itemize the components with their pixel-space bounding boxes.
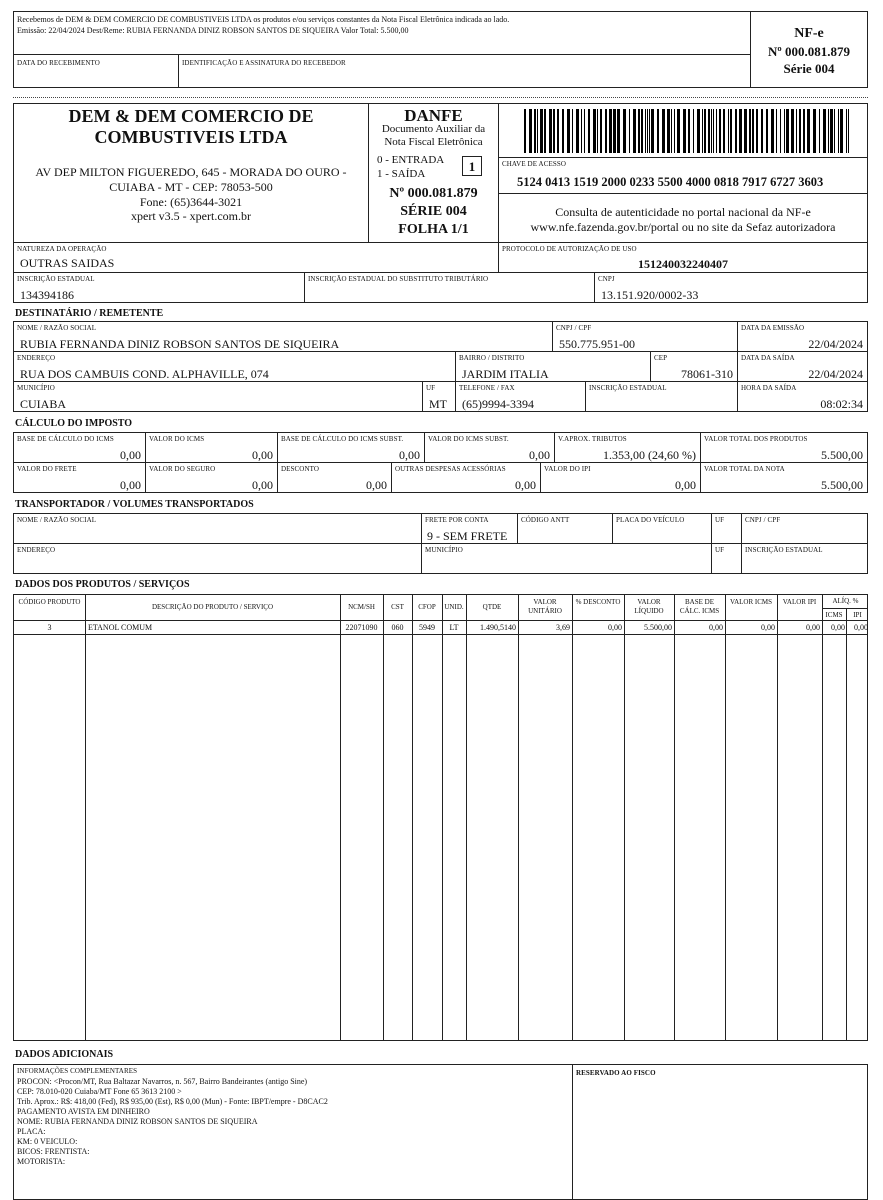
carrier-name-label: NOME / RAZÃO SOCIAL bbox=[17, 516, 97, 524]
nature-label: NATUREZA DA OPERAÇÃO bbox=[17, 245, 107, 253]
barcode-image bbox=[524, 109, 849, 153]
barcode-bar bbox=[771, 109, 774, 153]
danfe-title: DANFE bbox=[404, 106, 463, 125]
exit-time-box bbox=[737, 381, 868, 412]
complementary-info-label: INFORMAÇÕES COMPLEMENTARES bbox=[17, 1067, 138, 1075]
col-sep bbox=[412, 595, 413, 1040]
tax-products-total-label: VALOR TOTAL DOS PRODUTOS bbox=[704, 435, 808, 443]
barcode-bar bbox=[649, 109, 650, 153]
complementary-line: BICOS: FRENTISTA: bbox=[17, 1147, 90, 1156]
tax-base-icms-st-label: BASE DE CÁLCULO DO ICMS SUBST. bbox=[281, 435, 404, 443]
recipient-city-value: CUIABA bbox=[20, 397, 67, 411]
barcode-bar bbox=[576, 109, 579, 153]
barcode-bar bbox=[623, 109, 626, 153]
recipient-cep-label: CEP bbox=[654, 354, 668, 362]
tax-icms-value: 0,00 bbox=[252, 448, 273, 462]
carrier-uf2-box bbox=[711, 543, 742, 574]
barcode-bar bbox=[553, 109, 555, 153]
barcode-bar bbox=[651, 109, 654, 153]
col-sep bbox=[340, 595, 341, 1040]
barcode-bar bbox=[567, 109, 570, 153]
complementary-line: PAGAMENTO AVISTA EM DINHEIRO bbox=[17, 1107, 150, 1116]
row-aliq-ipi: 0,00 bbox=[854, 623, 868, 632]
tax-insurance-label: VALOR DO SEGURO bbox=[149, 465, 216, 473]
danfe-saida: 1 - SAÍDA bbox=[377, 168, 426, 180]
emitter-name-1: DEM & DEM COMERCIO DE bbox=[68, 106, 314, 126]
hdr-unit-value: VALOR UNITÁRIO bbox=[528, 598, 562, 615]
row-unit-value: 3,69 bbox=[556, 623, 570, 632]
recipient-phone-box bbox=[455, 381, 586, 412]
barcode-bar bbox=[593, 109, 596, 153]
recipient-district-box bbox=[455, 351, 651, 382]
emission-date-box bbox=[737, 321, 868, 352]
barcode-bar bbox=[697, 109, 700, 153]
barcode-bar bbox=[693, 109, 694, 153]
nfe-stub-number: Nº 000.081.879 bbox=[768, 44, 850, 59]
col-sep bbox=[846, 608, 847, 1040]
freight-label: FRETE POR CONTA bbox=[425, 516, 489, 524]
hdr-description: DESCRIÇÃO DO PRODUTO / SERVIÇO bbox=[151, 603, 274, 611]
receipt-date-box[interactable] bbox=[13, 54, 179, 88]
freight-box bbox=[421, 513, 518, 544]
col-sep bbox=[822, 595, 823, 1040]
recipient-address-box bbox=[13, 351, 456, 382]
carrier-uf-box bbox=[711, 513, 742, 544]
recipient-ie-box bbox=[585, 381, 738, 412]
hdr-aliq-ipi: IPI bbox=[853, 611, 862, 619]
access-key-box[interactable] bbox=[498, 157, 868, 194]
barcode-bar bbox=[662, 109, 665, 153]
recipient-city-label: MUNICÍPIO bbox=[17, 384, 55, 392]
access-key-value: 5124 0413 1519 2000 0233 5500 4000 0818 7917 6727 3603 bbox=[517, 175, 824, 189]
hdr-icms-value: VALOR ICMS bbox=[729, 598, 773, 606]
barcode-bar bbox=[613, 109, 616, 153]
tax-icms-st-value: 0,00 bbox=[529, 448, 550, 462]
tax-invoice-total-label: VALOR TOTAL DA NOTA bbox=[704, 465, 785, 473]
exit-date-box bbox=[737, 351, 868, 382]
danfe-entrada: 0 - ENTRADA bbox=[377, 154, 445, 166]
barcode-bar bbox=[588, 109, 590, 153]
receipt-line-2: Emissão: 22/04/2024 Dest/Reme: RUBIA FERNANDA DINIZ ROBSON SANTOS DE SIQUEIRA Valor Total: 5.500,00 bbox=[17, 26, 409, 35]
carrier-city-label: MUNICÍPIO bbox=[425, 546, 463, 554]
barcode-bar bbox=[838, 109, 839, 153]
hdr-aliq-icms: ICMS bbox=[825, 611, 843, 619]
plate-label: PLACA DO VEÍCULO bbox=[616, 516, 685, 524]
recipient-name-value: RUBIA FERNANDA DINIZ ROBSON SANTOS DE SIQUEIRA bbox=[20, 337, 340, 351]
danfe-subtitle-2: Nota Fiscal Eletrônica bbox=[384, 136, 483, 148]
receipt-date-label: DATA DO RECEBIMENTO bbox=[17, 59, 100, 67]
barcode-bar bbox=[605, 109, 607, 153]
barcode-bar bbox=[647, 109, 648, 153]
barcode-bar bbox=[796, 109, 797, 153]
barcode-bar bbox=[803, 109, 805, 153]
tax-icms-st-box bbox=[424, 432, 555, 463]
barcode-bar bbox=[848, 109, 849, 153]
tax-insurance-value: 0,00 bbox=[252, 478, 273, 492]
recipient-district-label: BAIRRO / DISTRITO bbox=[459, 354, 525, 362]
barcode-bar bbox=[584, 109, 585, 153]
tax-freight-label: VALOR DO FRETE bbox=[17, 465, 77, 473]
col-sep bbox=[777, 595, 778, 1040]
barcode-bar bbox=[572, 109, 573, 153]
complementary-line: NOME: RUBIA FERNANDA DINIZ ROBSON SANTOS DE SIQUEIRA bbox=[17, 1117, 258, 1126]
recipient-phone-label: TELEFONE / FAX bbox=[459, 384, 515, 392]
barcode-bar bbox=[540, 109, 543, 153]
barcode-bar bbox=[728, 109, 729, 153]
tax-base-icms-label: BASE DE CÁLCULO DO ICMS bbox=[17, 435, 114, 443]
recipient-name-label: NOME / RAZÃO SOCIAL bbox=[17, 324, 97, 332]
ie-box bbox=[13, 272, 305, 303]
danfe-series: SÉRIE 004 bbox=[400, 204, 467, 219]
barcode-bar bbox=[534, 109, 536, 153]
reserved-fisco-box bbox=[572, 1064, 868, 1200]
complementary-line: KM: 0 VEICULO: bbox=[17, 1137, 78, 1146]
barcode-bar bbox=[723, 109, 725, 153]
barcode-bar bbox=[713, 109, 714, 153]
barcode-bar bbox=[735, 109, 737, 153]
row-discount: 0,00 bbox=[608, 623, 622, 632]
hdr-cst: CST bbox=[391, 603, 404, 611]
tax-section-title: CÁLCULO DO IMPOSTO bbox=[15, 418, 133, 429]
col-sep bbox=[466, 595, 467, 1040]
hdr-ipi-value: VALOR IPI bbox=[782, 598, 817, 606]
tax-approx-value: 1.353,00 (24,60 %) bbox=[603, 448, 696, 462]
tax-freight-value: 0,00 bbox=[120, 478, 141, 492]
cut-line bbox=[13, 97, 868, 98]
row-net-value: 5.500,00 bbox=[644, 623, 672, 632]
barcode-bar bbox=[830, 109, 833, 153]
emitter-address-2: CUIABA - MT - CEP: 78053-500 bbox=[109, 180, 273, 194]
tax-icms-st-label: VALOR DO ICMS SUBST. bbox=[428, 435, 509, 443]
barcode-bar bbox=[562, 109, 564, 153]
carrier-city-box bbox=[421, 543, 712, 574]
hdr-ncm: NCM/SH bbox=[348, 603, 375, 611]
barcode-bar bbox=[784, 109, 785, 153]
recipient-name-box bbox=[13, 321, 553, 352]
recipient-doc-value: 550.775.951-00 bbox=[559, 337, 635, 351]
consult-line-1: Consulta de autenticidade no portal nacional da NF-e bbox=[555, 205, 811, 219]
barcode-bar bbox=[633, 109, 636, 153]
hdr-net-value: VALOR LÍQUIDO bbox=[634, 598, 664, 615]
barcode-bar bbox=[638, 109, 640, 153]
complementary-line: PLACA: bbox=[17, 1127, 46, 1136]
barcode-bar bbox=[828, 109, 829, 153]
col-sep bbox=[624, 595, 625, 1040]
recipient-address-value: RUA DOS CAMBUIS COND. ALPHAVILLE, 074 bbox=[20, 367, 269, 381]
tax-icms-box bbox=[145, 432, 278, 463]
danfe-sheet: FOLHA 1/1 bbox=[398, 222, 469, 237]
emitter-address-1: AV DEP MILTON FIGUEREDO, 645 - MORADA DO OURO - bbox=[35, 165, 347, 179]
freight-value: 9 - SEM FRETE bbox=[427, 529, 508, 543]
hdr-cfop: CFOP bbox=[418, 603, 436, 611]
barcode-bar bbox=[597, 109, 598, 153]
complementary-line: Trib. Aprox.: R$: 418,00 (Fed), R$ 935,00 (Est), R$ 0,00 (Mun) - Fonte: IBPT/empre - D8CAC2 bbox=[17, 1097, 328, 1106]
carrier-address-label: ENDEREÇO bbox=[17, 546, 56, 554]
complementary-line: MOTORISTA: bbox=[17, 1157, 66, 1166]
barcode-bar bbox=[708, 109, 710, 153]
barcode-bar bbox=[813, 109, 816, 153]
barcode-bar bbox=[766, 109, 768, 153]
emitter-software: xpert v3.5 - xpert.com.br bbox=[131, 209, 251, 223]
products-table bbox=[13, 594, 868, 1041]
barcode-bar bbox=[557, 109, 559, 153]
cnpj-box bbox=[594, 272, 868, 303]
barcode-bar bbox=[791, 109, 794, 153]
barcode-bar bbox=[776, 109, 777, 153]
receipt-statement bbox=[13, 11, 751, 55]
barcode-bar bbox=[581, 109, 582, 153]
tax-other-expenses-value: 0,00 bbox=[515, 478, 536, 492]
row-cfop: 5949 bbox=[419, 623, 435, 632]
row-cst: 060 bbox=[391, 623, 404, 632]
barcode-bar bbox=[544, 109, 546, 153]
barcode-bar bbox=[823, 109, 826, 153]
reserved-fisco-label: RESERVADO AO FISCO bbox=[576, 1069, 656, 1077]
cnpj-value: 13.151.920/0002-33 bbox=[601, 288, 699, 302]
complementary-info-box bbox=[13, 1064, 573, 1200]
barcode-bar bbox=[629, 109, 630, 153]
barcode-bar bbox=[786, 109, 789, 153]
hdr-code: CÓDIGO PRODUTO bbox=[18, 598, 81, 606]
row-ncm: 22071090 bbox=[345, 623, 378, 632]
recipient-doc-box bbox=[552, 321, 738, 352]
tax-other-expenses-label: OUTRAS DESPESAS ACESSÓRIAS bbox=[395, 465, 506, 473]
nfe-stub-box bbox=[750, 11, 868, 88]
barcode-bar bbox=[683, 109, 686, 153]
tax-other-expenses-box bbox=[391, 462, 541, 493]
carrier-ie-label: INSCRIÇÃO ESTADUAL bbox=[745, 546, 823, 554]
aliq-divider bbox=[822, 608, 867, 609]
barcode-bar bbox=[645, 109, 646, 153]
barcode-bar bbox=[834, 109, 835, 153]
tax-base-icms-value: 0,00 bbox=[120, 448, 141, 462]
protocol-value: 151240032240407 bbox=[638, 257, 728, 271]
carrier-cnpj-label: CNPJ / CPF bbox=[745, 516, 781, 524]
tax-discount-label: DESCONTO bbox=[281, 465, 320, 473]
barcode-bar bbox=[711, 109, 712, 153]
col-sep bbox=[518, 595, 519, 1040]
hdr-aliq: ALÍQ. % bbox=[832, 597, 859, 605]
exit-time-value: 08:02:34 bbox=[820, 397, 863, 411]
hdr-qty: QTDE bbox=[482, 603, 502, 611]
access-key-label: CHAVE DE ACESSO bbox=[502, 160, 566, 168]
barcode-bar bbox=[529, 109, 532, 153]
tax-ipi-value: 0,00 bbox=[675, 478, 696, 492]
barcode-bar bbox=[549, 109, 552, 153]
ie-st-box bbox=[304, 272, 595, 303]
col-sep bbox=[572, 595, 573, 1040]
ie-label: INSCRIÇÃO ESTADUAL bbox=[17, 275, 95, 283]
barcode-bar bbox=[671, 109, 672, 153]
row-icms-base: 0,00 bbox=[709, 623, 723, 632]
protocol-box bbox=[498, 242, 868, 273]
tax-discount-box bbox=[277, 462, 392, 493]
col-sep bbox=[725, 595, 726, 1040]
col-sep bbox=[674, 595, 675, 1040]
complementary-line: PROCON: <Procon/MT, Rua Baltazar Navarros, n. 567, Bairro Bandeirantes (antigo Sine) bbox=[17, 1077, 308, 1086]
tax-discount-value: 0,00 bbox=[366, 478, 387, 492]
recipient-cep-value: 78061-310 bbox=[681, 367, 733, 381]
row-code: 3 bbox=[47, 623, 52, 632]
exit-time-label: HORA DA SAÍDA bbox=[741, 384, 797, 392]
recipient-uf-value: MT bbox=[429, 397, 447, 411]
recipient-section-title: DESTINATÁRIO / REMETENTE bbox=[15, 308, 164, 319]
barcode-bar bbox=[840, 109, 843, 153]
recipient-ie-label: INSCRIÇÃO ESTADUAL bbox=[589, 384, 667, 392]
col-sep bbox=[442, 595, 443, 1040]
row-description: ETANOL COMUM bbox=[88, 623, 153, 632]
barcode-bar bbox=[807, 109, 810, 153]
barcode-bar bbox=[819, 109, 820, 153]
ie-value: 134394186 bbox=[20, 288, 74, 302]
row-icms-value: 0,00 bbox=[761, 623, 775, 632]
barcode-bar bbox=[617, 109, 620, 153]
protocol-label: PROTOCOLO DE AUTORIZAÇÃO DE USO bbox=[502, 245, 637, 253]
carrier-ie-box bbox=[741, 543, 868, 574]
carrier-uf-label: UF bbox=[715, 516, 725, 524]
recipient-uf-label: UF bbox=[426, 384, 436, 392]
receipt-line-1: Recebemos de DEM & DEM COMERCIO DE COMBUSTIVEIS LTDA os produtos e/ou serviços constantes da Nota Fiscal Eletrônica indicada ao lado. bbox=[17, 15, 510, 24]
recipient-phone-value: (65)9994-3394 bbox=[462, 397, 534, 411]
recipient-district-value: JARDIM ITALIA bbox=[462, 367, 549, 381]
recipient-uf-box bbox=[422, 381, 456, 412]
barcode-bar bbox=[756, 109, 758, 153]
barcode-bar bbox=[702, 109, 703, 153]
complementary-line: CEP: 78.010-020 Cuiaba/MT Fone 65 3613 2100 > bbox=[17, 1087, 182, 1096]
barcode-bar bbox=[719, 109, 721, 153]
row-aliq-icms: 0,00 bbox=[831, 623, 845, 632]
recipient-city-box bbox=[13, 381, 423, 412]
barcode-bar bbox=[674, 109, 675, 153]
barcode-bar bbox=[846, 109, 847, 153]
products-section-title: DADOS DOS PRODUTOS / SERVIÇOS bbox=[15, 579, 190, 590]
recipient-cep-box bbox=[650, 351, 738, 382]
receipt-signature-label: IDENTIFICAÇÃO E ASSINATURA DO RECEBEDOR bbox=[182, 59, 346, 67]
barcode-bar bbox=[667, 109, 670, 153]
col-sep bbox=[383, 595, 384, 1040]
danfe-type-box: 1 bbox=[462, 156, 482, 176]
barcode-bar bbox=[600, 109, 602, 153]
transport-section-title: TRANSPORTADOR / VOLUMES TRANSPORTADOS bbox=[15, 499, 254, 510]
row-divider bbox=[14, 634, 867, 635]
nfe-stub-title: NF-e bbox=[794, 26, 824, 41]
barcode-bar bbox=[657, 109, 659, 153]
carrier-name-box bbox=[13, 513, 422, 544]
barcode-bar bbox=[739, 109, 742, 153]
tax-products-total-box bbox=[700, 432, 868, 463]
barcode-bar bbox=[677, 109, 680, 153]
nature-box bbox=[13, 242, 499, 273]
antt-label: CÓDIGO ANTT bbox=[521, 516, 570, 524]
plate-box bbox=[612, 513, 712, 544]
additional-section-title: DADOS ADICIONAIS bbox=[15, 1049, 114, 1060]
tax-products-total-value: 5.500,00 bbox=[821, 448, 863, 462]
tax-icms-label: VALOR DO ICMS bbox=[149, 435, 205, 443]
barcode-bar bbox=[730, 109, 732, 153]
col-sep bbox=[85, 595, 86, 1040]
row-unit: LT bbox=[449, 623, 459, 632]
table-row[interactable] bbox=[14, 621, 867, 634]
barcode-bar bbox=[609, 109, 612, 153]
emitter-box bbox=[13, 103, 369, 243]
barcode-bar bbox=[688, 109, 690, 153]
cnpj-label: CNPJ bbox=[598, 275, 615, 283]
carrier-uf2-label: UF bbox=[715, 546, 725, 554]
tax-approx-box bbox=[554, 432, 701, 463]
danfe-subtitle-1: Documento Auxiliar da bbox=[381, 123, 486, 135]
ie-st-label: INSCRIÇÃO ESTADUAL DO SUBSTITUTO TRIBUTÁRIO bbox=[308, 275, 489, 283]
barcode-bar bbox=[744, 109, 747, 153]
consult-line-2: www.nfe.fazenda.gov.br/portal ou no site da Sefaz autorizadora bbox=[530, 220, 836, 234]
danfe-number: Nº 000.081.879 bbox=[389, 186, 478, 201]
hdr-unit: UNID. bbox=[444, 603, 464, 611]
row-ipi-value: 0,00 bbox=[806, 623, 820, 632]
hdr-discount: % DESCONTO bbox=[575, 598, 621, 606]
emission-date-label: DATA DA EMISSÃO bbox=[741, 324, 805, 332]
barcode-bar bbox=[752, 109, 754, 153]
consult-box bbox=[498, 193, 868, 243]
danfe-box bbox=[368, 103, 499, 243]
hdr-icms-base: BASE DE CÁLC. ICMS bbox=[679, 598, 720, 615]
barcode-bar bbox=[780, 109, 781, 153]
antt-box bbox=[517, 513, 613, 544]
nfe-stub-series: Série 004 bbox=[783, 61, 835, 76]
barcode-bar bbox=[749, 109, 751, 153]
tax-base-icms-st-box bbox=[277, 432, 425, 463]
recipient-doc-label: CNPJ / CPF bbox=[556, 324, 592, 332]
tax-invoice-total-value: 5.500,00 bbox=[821, 478, 863, 492]
emission-date-value: 22/04/2024 bbox=[808, 337, 863, 351]
tax-approx-label: V.APROX. TRIBUTOS bbox=[558, 435, 627, 443]
exit-date-label: DATA DA SAÍDA bbox=[741, 354, 795, 362]
row-qty: 1.490,5140 bbox=[480, 623, 516, 632]
tax-ipi-box bbox=[540, 462, 701, 493]
tax-base-icms-box bbox=[13, 432, 146, 463]
tax-base-icms-st-value: 0,00 bbox=[399, 448, 420, 462]
carrier-cnpj-box bbox=[741, 513, 868, 544]
nature-value: OUTRAS SAIDAS bbox=[20, 256, 115, 270]
barcode-bar bbox=[761, 109, 763, 153]
tax-ipi-label: VALOR DO IPI bbox=[544, 465, 591, 473]
carrier-address-box bbox=[13, 543, 422, 574]
barcode-bar bbox=[641, 109, 643, 153]
barcode-bar bbox=[799, 109, 801, 153]
tax-invoice-total-box bbox=[700, 462, 868, 493]
barcode-bar bbox=[704, 109, 706, 153]
tax-insurance-box bbox=[145, 462, 278, 493]
tax-freight-box bbox=[13, 462, 146, 493]
emitter-name-2: COMBUSTIVEIS LTDA bbox=[94, 127, 288, 147]
receipt-signature-box[interactable] bbox=[178, 54, 751, 88]
emitter-phone: Fone: (65)3644-3021 bbox=[139, 195, 243, 209]
barcode-box bbox=[498, 103, 868, 158]
barcode-bar bbox=[537, 109, 538, 153]
barcode-bar bbox=[716, 109, 717, 153]
recipient-address-label: ENDEREÇO bbox=[17, 354, 56, 362]
barcode-bar bbox=[524, 109, 526, 153]
exit-date-value: 22/04/2024 bbox=[808, 367, 863, 381]
